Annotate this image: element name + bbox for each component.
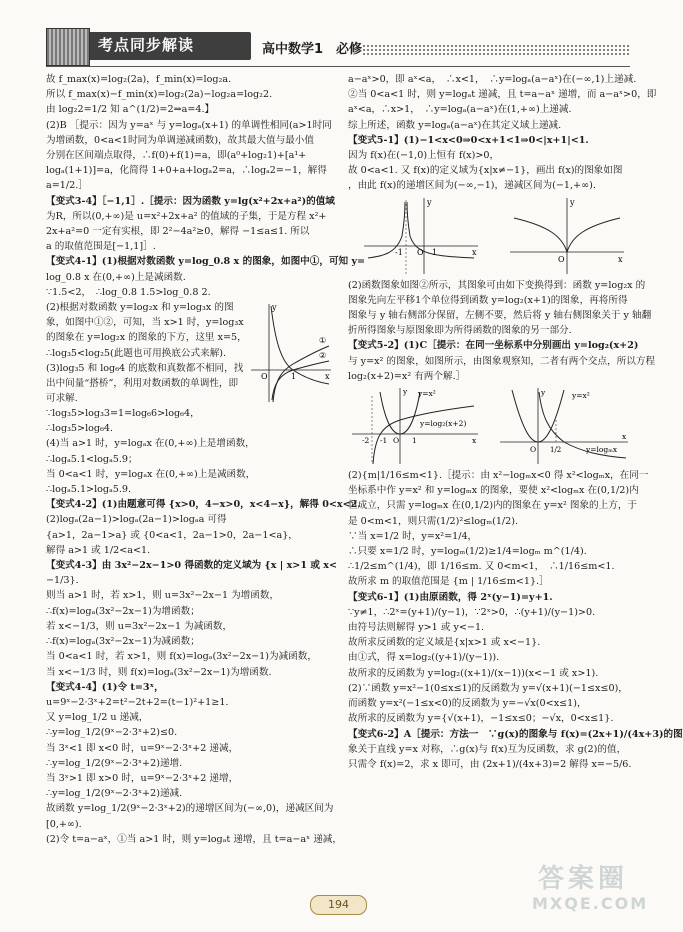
header-dot-pattern (362, 44, 630, 56)
log-graph-block (46, 300, 333, 406)
curve-label-logm: y=logₘx (586, 445, 618, 455)
text-line: ∴logₐ5.1>logₐ5.9. (46, 484, 132, 496)
text-line: (2)B ［提示：因为 y=aˣ 与 y=logₐ(x+1) 的单调性相同(a>1时同 (46, 119, 332, 131)
text-line: 由符号法则解得 y>1 或 y<−1. (348, 622, 485, 634)
text-line: u=9ˣ−2·3ˣ+2=t²−2t+2=(t−1)²+1≥1. (46, 696, 229, 708)
text-line: ∴logₐ5.1<logₐ5.9； (46, 453, 138, 465)
text-line: 是 0<m<1，则只需(1/2)²≤logₘ(1/2). (348, 515, 519, 527)
text-line: 图象与 y 轴右侧部分保留，左侧不要，然后将 y 轴右侧图象关于 y 轴翻 (348, 310, 652, 322)
text-line: a−aˣ>0，即 aˣ<a， ∴x<1， ∴y=logₐ(a−aˣ)在(−∞,1)上递减. (348, 74, 637, 85)
figure-row-5-2 (348, 384, 635, 468)
text-line: 的图象在 y=log₂x 的图象的下方，这里 x=5， (46, 332, 247, 344)
curve-label-parabola: y=x² (572, 391, 590, 401)
axis-label-x: x (622, 432, 627, 442)
curve-label-parabola: y=x² (418, 389, 436, 399)
exercise-heading: 【变式4-3】由 3x²−2x−1>0 得函数的定义域为 {x | x>1 或 x< (46, 560, 338, 572)
text-line: 象，如图中①②，可知，当 x>1 时，y=log₃x (46, 317, 244, 329)
text-line: (3)log₃5 和 log₆4 的底数和真数都不相同，找 (46, 362, 244, 374)
text-line: (2)根据对数函数 y=log₂x 和 y=log₃x 的图 (46, 302, 234, 314)
axis-label-x: x (472, 247, 477, 257)
curve-label-1: ① (319, 336, 327, 346)
text-line: a 的取值范围是[−1,1]］. (46, 241, 156, 253)
text-line: 折所得图象与原图象即为所得函数的图象的另一部分. (348, 325, 572, 337)
text-line: (4)当 a>1 时，y=logₐx 在(0,+∞)上是增函数， (46, 438, 255, 450)
axis-label-y: y (541, 388, 546, 398)
text-line: ∵1.5<2， ∴log_0.8 1.5>log_0.8 2. (46, 286, 211, 298)
origin-label: O (558, 254, 565, 264)
exercise-heading: 【变式4-4】(1)令 t=3ˣ， (46, 681, 164, 693)
text-line: 分别在区间端点取得，∴f(0)+f(1)=a，即(a⁰+log₂1)+[a¹+ (46, 150, 307, 162)
text-line: ∴y=log_1/2(9ˣ−2·3ˣ+2)递减. (46, 788, 183, 800)
text-line: 故函数 y=log_1/2(9ˣ−2·3ˣ+2)的递增区间为(−∞,0)，递减区间为 (46, 803, 334, 815)
text-line: [0,+∞). (46, 818, 82, 830)
text-line: 解得 a>1 或 1/2<a<1. (46, 544, 151, 556)
text-line: 为R，所以(0,+∞)是 u=x²+2x+a² 的值域的子集，于是方程 x²+ (46, 210, 327, 222)
text-line: (2)函数图象如图②所示，其图象可由如下变换得到：函数 y=log₂x 的 (348, 279, 646, 291)
exercise-heading: 【变式4-2】(1)由题意可得 {x>0，4−x>0，x<4−x}，解得 0<x<2. (46, 499, 361, 511)
text-line: 又 y=log_1/2 u 递减， (46, 712, 149, 724)
text-line: 象关于直线 y=x 对称，∴g(x)与 f(x)互为反函数，求 g(2)的值， (348, 743, 627, 755)
text-line: ，由此 f(x)的递增区间为(−∞,−1)，递减区间为(−1,+∞). (348, 180, 596, 192)
text-line: ∵y≠1，∴2ˣ=(y+1)/(y−1)，∵2ˣ>0，∴(y+1)/(y−1)>0. (348, 606, 596, 618)
text-line: log_0.8 x 在(0,+∞)上是减函数. (46, 271, 186, 283)
tick-label-minus1: -1 (380, 436, 388, 446)
text-line: 故所求 m 的取值范围是 {m | 1/16≤m<1}.］ (348, 576, 549, 588)
text-line: 故所求的反函数为 y=log₂((x+1)/(x−1))(x<−1 或 x>1). (348, 667, 599, 679)
text-line: ∴f(x)=logₐ(3x²−2x−1)为减函数； (46, 636, 200, 648)
text-line: 坐标系中作 y=x² 和 y=logₘx 的图象，要使 x²<logₘx 在(0,1/2)内 (348, 485, 639, 497)
exercise-heading: 【变式5-1】(1)−1<x<0⇒0<x+1<1⇒0<|x+1|<1. (348, 134, 589, 146)
symmetric-log-graph (508, 196, 626, 276)
logm-parabola-graph (498, 386, 632, 466)
text-line: ∴y=log_1/2(9ˣ−2·3ˣ+2)递增. (46, 757, 183, 769)
text-line: log₂(x+2)=x² 有两个解.］ (348, 370, 466, 382)
text-line: 为增函数，0<a<1时同为单调递减函数)，故其最大值与最小值 (46, 134, 314, 146)
text-line: 图象先向左平移1个单位得到函数 y=log₂(x+1)的图象，再将所得 (348, 294, 628, 306)
text-line: {a>1，2a−1>a} 或 {0<a<1，2a−1>0，2a−1<a}， (46, 529, 298, 541)
watermark-text: 答案圈 (538, 864, 629, 894)
text-line: 2x+a²=0 一定有实根，即 2²−4a²≥0，解得 −1≤a≤1. 所以 (46, 226, 310, 238)
exercise-heading: 【变式4-1】(1)根据对数函数 y=log_0.8 x 的图象，如图中①，可知 y= (46, 256, 366, 268)
axis-label-x: x (472, 436, 477, 446)
text-line: 由 log₂2=1/2 知 a^(1/2)=2⇒a=4.】 (46, 104, 215, 116)
watermark-logo (510, 856, 660, 922)
text-line: 可求解. (46, 393, 78, 405)
text-line: 与 y=x² 的图象，如图所示，由图象观察知，二者有两个交点，所以方程 (348, 355, 656, 367)
text-line: 因为 f(x)在(−1,0)上恒有 f(x)>0， (348, 150, 500, 162)
curve-label-log: y=log₂(x+2) (420, 419, 467, 429)
text-line: (2){m|1/16≤m<1}.［提示：由 x²−logₘx<0 得 x²<logₘx，在同一 (348, 470, 649, 482)
text-line: ∴f(x)=logₐ(3x²−2x−1)为增函数； (46, 605, 200, 617)
text-line: 故所求反函数的定义域是{x|x>1 或 x<−1}. (348, 637, 541, 649)
text-line: ②当 0<a<1 时，则 y=logₐt 递减，且 t=a−aˣ 递增，而 a−aˣ>0，即 (348, 89, 657, 101)
exercise-heading: 【变式6-2】A［提示：方法一 ∵g(x)的图象与 f(x)=(2x+1)/(4x+3)的图 (348, 728, 683, 740)
tick-label-1: 1 (432, 247, 438, 257)
origin-label: O (530, 445, 537, 455)
axis-label-x: x (618, 254, 623, 264)
axis-label-y: y (427, 197, 432, 207)
text-line: (2)令 t=a−aˣ，①当 a>1 时，则 y=logₐt 递增，且 t=a−aˣ 递减， (46, 833, 342, 845)
log-function-graph (249, 300, 333, 404)
header-rule (46, 66, 630, 67)
text-line: 只需令 f(x)=2，求 x 即可，由 (2x+1)/(4x+3)=2 解得 x=−5/6. (348, 758, 632, 770)
page-header (0, 26, 675, 68)
text-line: ∵当 x=1/2 时，y=x²=1/4， (348, 530, 478, 542)
text-line: ∴1/2≤m^(1/4)，即 1/16≤m. 又 0<m<1， ∴1/16≤m<1. (348, 561, 615, 573)
text-line: aˣ<a，∴x>1， ∴y=logₐ(a−aˣ)在(1,+∞)上递减. (348, 104, 572, 116)
tick-label-1: 1 (412, 436, 417, 446)
text-line: 当 x<−1/3 时，则 f(x)=logₐ(3x²−2x−1)为增函数. (46, 666, 272, 678)
exercise-heading: 【变式6-1】(1)由原函数，得 2ˣ(y−1)=y+1. (348, 591, 553, 603)
exercise-heading: 【变式5-2】(1)C［提示：在同一坐标系中分别画出 y=log₂(x+2) (348, 340, 639, 352)
tick-label-minus1: -1 (395, 247, 403, 257)
tick-label-minus2: -2 (362, 436, 370, 446)
text-line: 出中间量“搭桥”，利用对数函数的单调性，即 (46, 378, 239, 390)
exercise-heading: 【变式3-4】［−1,1］.［提示：因为函数 y=lg(x²+2x+a²)的值域 (46, 195, 335, 207)
origin-label: O (393, 436, 400, 446)
axis-label-y: y (403, 387, 408, 397)
tick-label-half: 1/2 (550, 446, 562, 455)
axis-label-x: x (325, 372, 330, 382)
text-line: 若 x<−1/3，则 u=3x²−2x−1 为减函数， (46, 620, 233, 632)
text-line: ∵log₃5>log₃3=1=log₆6>log₆4， (46, 408, 200, 420)
text-line: 恒成立，只需 y=logₘx 在(0,1/2)内的图象在 y=x² 图象的上方，于 (348, 500, 638, 512)
text-line: logₐ(1+1)]=a，化简得 1+0+a+logₐ2=a，∴logₐ2=−1，解得 (46, 165, 327, 177)
text-line: a=1/2.］ (46, 180, 88, 192)
axis-label-y: y (570, 197, 575, 207)
text-line: 故 0<a<1. 又 f(x)的定义域为{x|x≠−1}，画出 f(x)的图象如图 (348, 165, 623, 177)
text-line: 而函数 y=x²(−1≤x<0)的反函数为 y=−√x(0<x≤1)， (348, 698, 587, 710)
origin-label: O (261, 372, 268, 382)
abs-log-graph (362, 196, 480, 276)
text-line: ∴只要 x=1/2 时，y=logₘ(1/2)≥1/4=logₘ m^(1/4). (348, 546, 587, 558)
text-line: 所以 f_max(x)−f_min(x)=log₂(2a)−log₂a=log₂2. (46, 89, 273, 101)
left-column (46, 72, 366, 847)
text-line: ∴log₃5<log₂5(此题也可用换底公式来解). (46, 347, 227, 359)
log-parabola-graph (350, 386, 482, 466)
text-line: 则当 a>1 时，若 x>1，则 u=3x²−2x−1 为增函数， (46, 590, 280, 602)
text-line: 故 f_max(x)=log₂(2a)，f_min(x)=log₂a. (46, 74, 232, 85)
text-line: ∴y=log_1/2(9ˣ−2·3ˣ+2)≤0. (46, 727, 178, 739)
text-line: 当 0<a<1 时，y=logₐx 在(0,+∞)上是减函数， (46, 468, 256, 480)
tick-label-1: 1 (291, 372, 297, 382)
text-line: ∴log₃5>log₆4. (46, 423, 114, 435)
header-title: 考点同步解读 (98, 36, 195, 54)
axis-label-y: y (272, 303, 277, 313)
text-line: 当 3ˣ<1 即 x<0 时，u=9ˣ−2·3ˣ+2 递减， (46, 742, 239, 754)
text-line: 当 3ˣ>1 即 x>0 时，u=9ˣ−2·3ˣ+2 递增， (46, 772, 239, 784)
header-subtitle: 高中数学1 必修 (262, 42, 363, 57)
book-icon (46, 28, 90, 66)
text-line: 由①式，得 x=log₂((y+1)/(y−1)). (348, 652, 500, 664)
text-line: 综上所述，函数 y=logₐ(a−aˣ)在其定义域上递减. (348, 119, 562, 131)
right-column (348, 72, 683, 772)
watermark-url: MXQE.COM (532, 894, 649, 913)
origin-label: O (417, 247, 424, 257)
text-line: (2)logₐ(2a−1)>logₐ(2a−1)>logₐa 可得 (46, 514, 227, 526)
text-line: 故所求的反函数为 y={√(x+1)，−1≤x≤0；−√x，0<x≤1}. (348, 713, 614, 725)
figure-row-5-1 (348, 194, 635, 278)
text-line: (2)∵函数 y=x²−1(0≤x≤1)的反函数为 y=√(x+1)(−1≤x≤0)， (348, 682, 628, 694)
text-line: 当 0<a<1 时，若 x>1，则 f(x)=logₐ(3x²−2x−1)为减函数， (46, 651, 317, 663)
curve-label-2: ② (319, 351, 327, 361)
text-line: −1/3}. (46, 575, 79, 587)
page-number: 194 (310, 895, 367, 915)
